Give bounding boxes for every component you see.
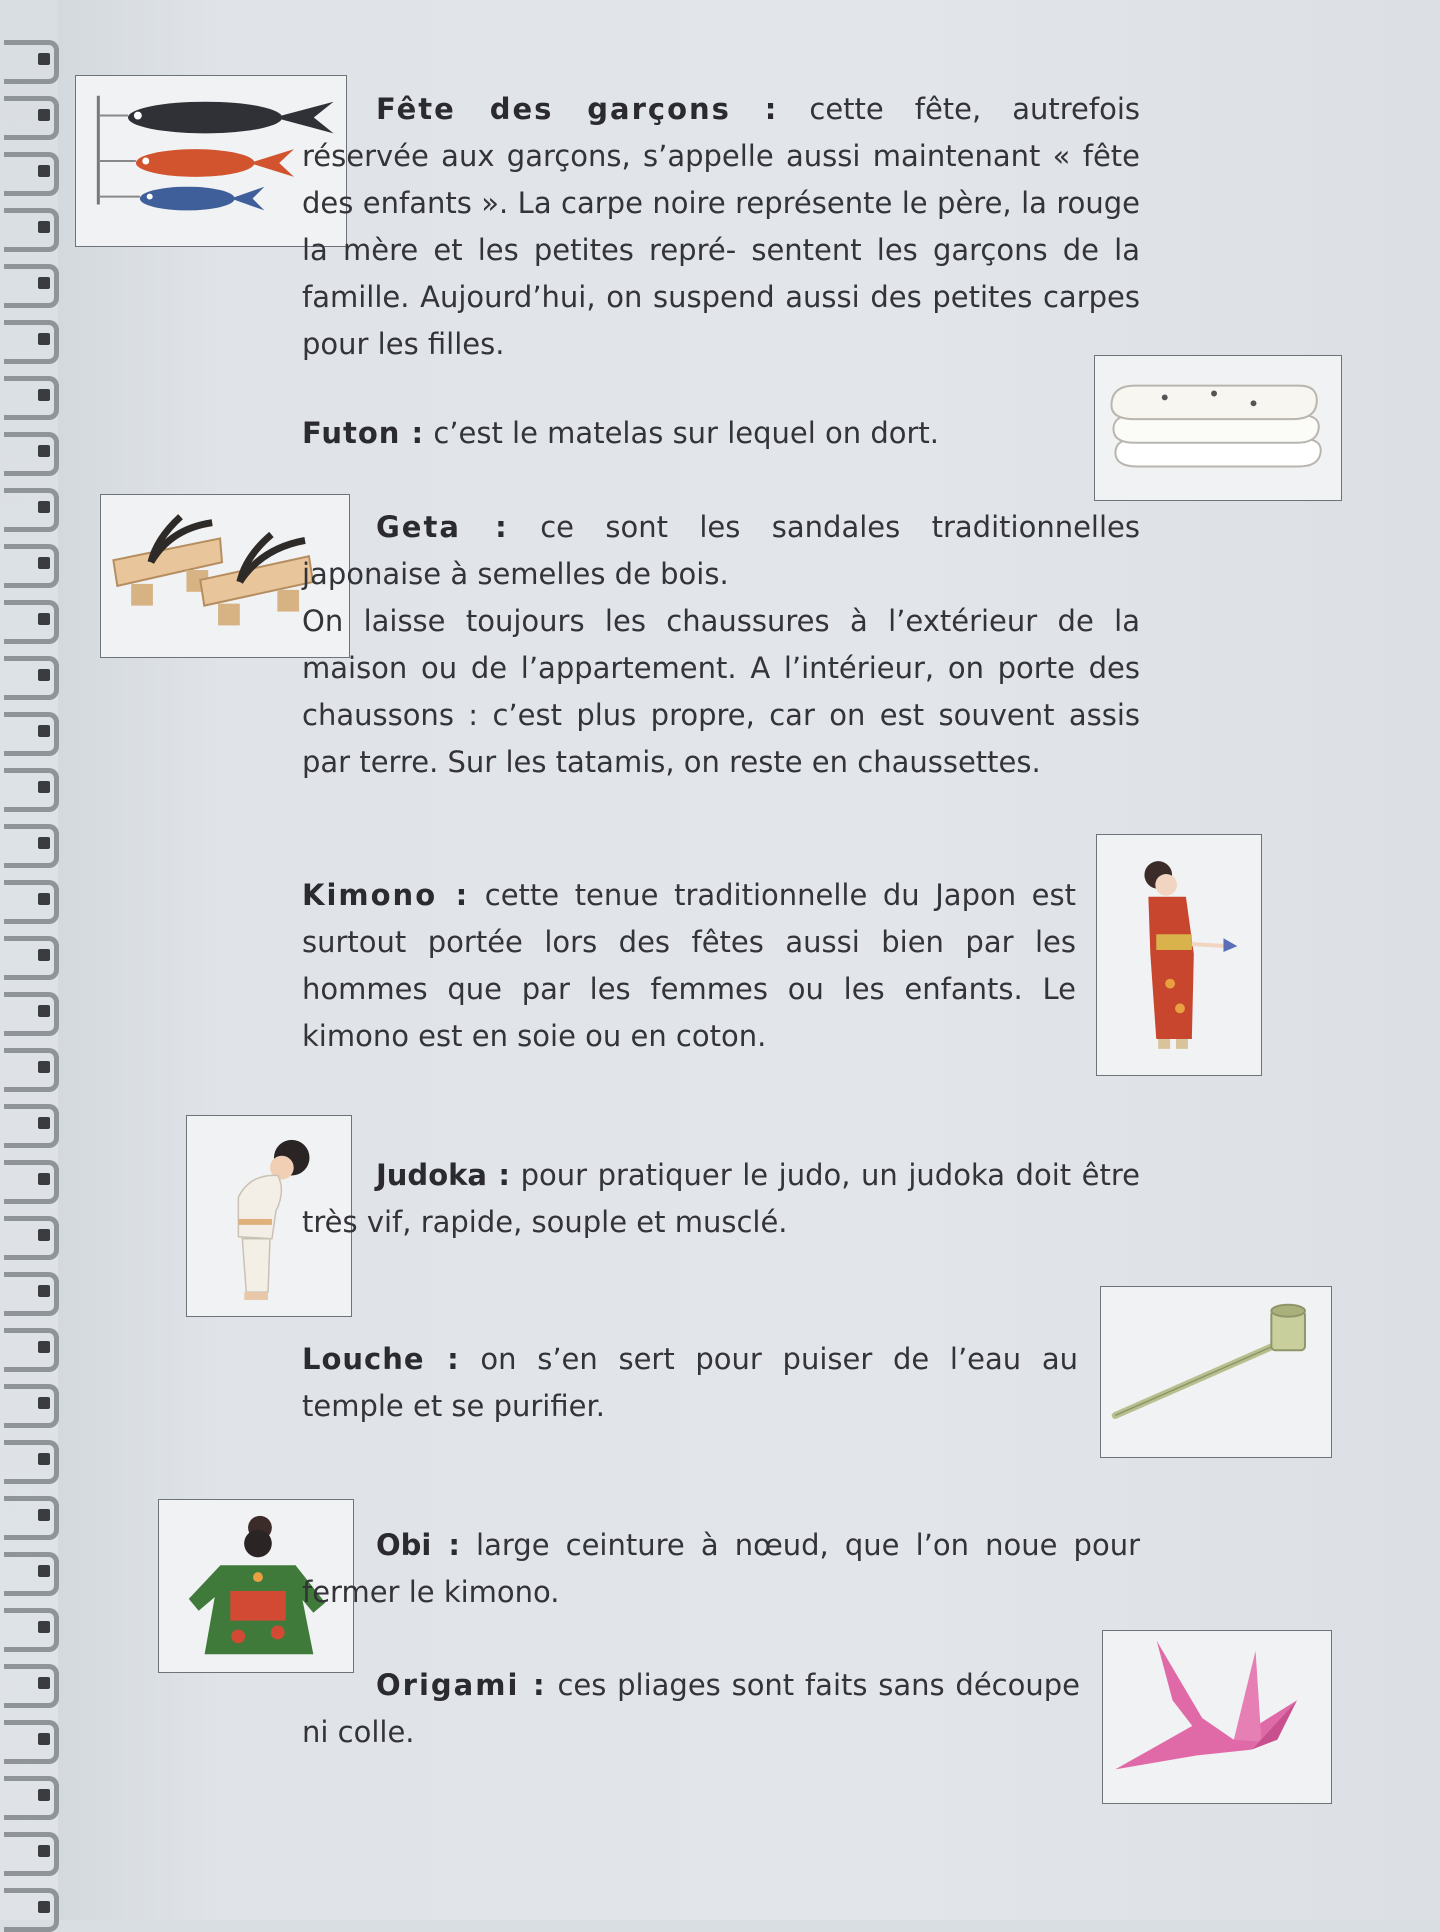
- binding-ring: [4, 152, 59, 196]
- entry-futon: [302, 410, 1062, 457]
- binding-ring: [4, 1328, 59, 1372]
- binding-ring: [4, 1776, 59, 1820]
- binding-ring: [4, 1048, 59, 1092]
- entry-origami: [302, 1662, 1080, 1756]
- term-origami: Origami :: [376, 1668, 547, 1702]
- binding-ring: [4, 1608, 59, 1652]
- binding-ring: [4, 96, 59, 140]
- binding-ring: [4, 824, 59, 868]
- binding-ring: [4, 376, 59, 420]
- definition-obi: large ceinture à nœud, que l’on noue pour fermer le kimono.: [302, 1528, 1141, 1609]
- term-futon: Futon :: [302, 416, 425, 450]
- definition-fete-des-garcons: cette fête, autrefois réservée aux garçons, s’appelle aussi maintenant « fête des enfants ». La carpe noire représente le père, la rouge la mère et les petites repré- sentent les garçons de la famille. Aujourd’hui, on suspend aussi des petites carpes pour les filles.: [302, 92, 1140, 361]
- binding-ring: [4, 1216, 59, 1260]
- definition-geta: ce sont les sandales traditionnelles japonaise à semelles de bois.: [302, 510, 1140, 591]
- binding-ring: [4, 1384, 59, 1428]
- girl-in-kimono-icon: [1097, 835, 1261, 1075]
- louche-image: [1100, 1286, 1332, 1458]
- definition-origami: ces pliages sont faits sans découpe ni colle.: [302, 1668, 1081, 1749]
- binding-ring: [4, 488, 59, 532]
- origami-crane-icon: [1103, 1631, 1331, 1803]
- binding-ring: [4, 432, 59, 476]
- binding-ring: [4, 1720, 59, 1764]
- binding-ring: [4, 880, 59, 924]
- kimono-image: [1096, 834, 1262, 1076]
- term-fete-des-garcons: Fête des garçons :: [376, 92, 779, 126]
- term-judoka: Judoka :: [376, 1158, 511, 1192]
- binding-ring: [4, 264, 59, 308]
- definition-futon: c’est le matelas sur lequel on dort.: [433, 416, 940, 450]
- binding-ring: [4, 712, 59, 756]
- term-kimono: Kimono :: [302, 878, 470, 912]
- entry-louche: [302, 1336, 1078, 1430]
- spiral-binding: [0, 0, 70, 1920]
- entry-fete-des-garcons: [302, 86, 1140, 368]
- binding-ring: [4, 1104, 59, 1148]
- entry-kimono: [302, 872, 1076, 1060]
- binding-ring: [4, 544, 59, 588]
- binding-ring: [4, 208, 59, 252]
- binding-ring: [4, 936, 59, 980]
- origami-image: [1102, 1630, 1332, 1804]
- binding-ring: [4, 1160, 59, 1204]
- entry-geta: [302, 504, 1140, 786]
- futon-image: [1094, 355, 1342, 501]
- definition-judoka: pour pratiquer le judo, un judoka doit être très vif, rapide, souple et musclé.: [302, 1158, 1141, 1239]
- binding-ring: [4, 768, 59, 812]
- binding-ring: [4, 600, 59, 644]
- term-louche: Louche :: [302, 1342, 460, 1376]
- binding-ring: [4, 1496, 59, 1540]
- binding-ring: [4, 1832, 59, 1876]
- term-obi: Obi :: [376, 1528, 460, 1562]
- binding-ring: [4, 992, 59, 1036]
- definition-louche: on s’en sert pour puiser de l’eau au temple et se purifier.: [302, 1342, 1078, 1423]
- binding-ring: [4, 1664, 59, 1708]
- bamboo-ladle-icon: [1101, 1287, 1331, 1457]
- definition-geta-extra: On laisse toujours les chaussures à l’extérieur de la maison ou de l’appartement. A l’intérieur, on porte des chaussons : c’est plus propre, car on est souvent assis par terre. Sur les tatamis, on reste en chaussettes.: [302, 604, 1140, 779]
- binding-ring: [4, 1552, 59, 1596]
- futon-icon: [1095, 356, 1341, 500]
- binding-ring: [4, 656, 59, 700]
- binding-ring: [4, 1888, 59, 1932]
- binding-ring: [4, 1272, 59, 1316]
- entry-obi: [302, 1522, 1140, 1616]
- binding-ring: [4, 320, 59, 364]
- binding-ring: [4, 40, 59, 84]
- term-geta: Geta :: [376, 510, 509, 544]
- entry-judoka: [302, 1152, 1140, 1246]
- definition-kimono: cette tenue traditionnelle du Japon est surtout portée lors des fêtes aussi bien par les hommes que par les femmes ou les enfants. Le kimono est en soie ou en coton.: [302, 878, 1076, 1053]
- binding-ring: [4, 1440, 59, 1484]
